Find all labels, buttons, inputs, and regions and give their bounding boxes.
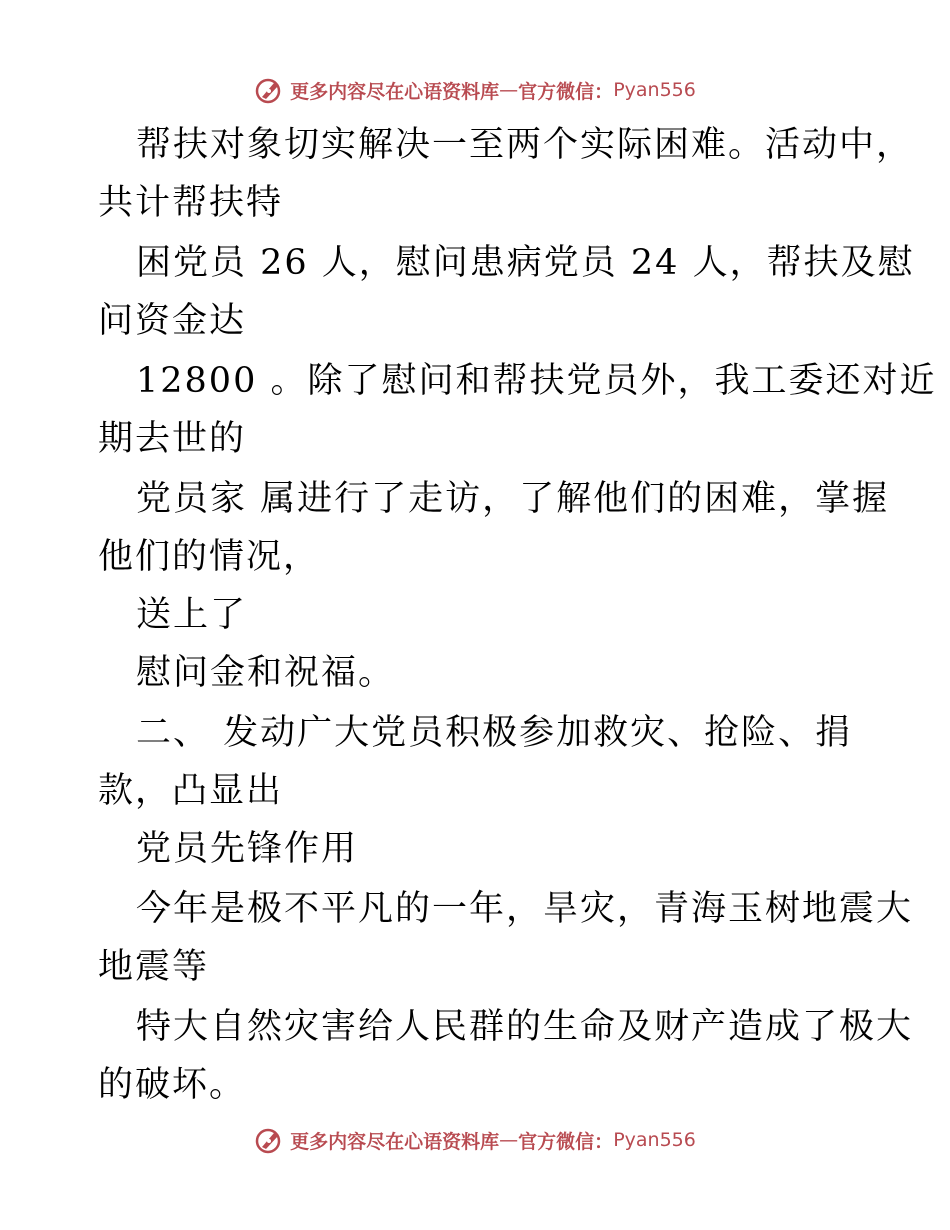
banner-dash: —: [499, 79, 519, 101]
header-watermark-banner: [0, 72, 950, 108]
body-line: 困党员 26 人，慰问患病党员 24 人，帮扶及慰: [136, 243, 915, 283]
body-line: 党员先锋作用: [136, 829, 359, 869]
body-line: 12800 。除了慰问和帮扶党员外，我工委还对近: [136, 361, 937, 401]
banner-wechat-id: Pyan556: [613, 1129, 696, 1151]
footer-watermark-banner: [0, 1122, 950, 1158]
body-line: 特大自然灾害给人民群的生命及财产造成了极大: [136, 1007, 914, 1047]
body-line: 他们的情况，: [98, 537, 321, 577]
body-line: 的破坏。: [98, 1065, 247, 1105]
body-line: 款，凸显出: [98, 771, 284, 811]
body-line: 地震等: [98, 947, 210, 987]
body-line: 慰问金和祝福。: [136, 653, 396, 693]
body-line: 问资金达: [98, 301, 247, 341]
banner-wechat-label: 官方微信：: [518, 1130, 614, 1153]
banner-main-text: 更多内容尽在心语资料库: [290, 1130, 500, 1153]
body-line: 期去世的: [98, 419, 247, 459]
body-line: 二、 发动广大党员积极参加救灾、抢险、捐: [136, 713, 853, 753]
banner-dash: —: [499, 1129, 519, 1151]
body-line: 党员家 属进行了走访，了解他们的困难，掌握: [136, 479, 890, 519]
banner-main-text: 更多内容尽在心语资料库: [290, 80, 500, 103]
pen-nib-circle-icon: [254, 1125, 284, 1155]
body-line: 共计帮扶特: [98, 183, 284, 223]
pen-nib-circle-icon: [254, 75, 284, 105]
body-line: 今年是极不平凡的一年，旱灾，青海玉树地震大: [136, 889, 914, 929]
body-line: 送上了: [136, 595, 248, 635]
banner-wechat-id: Pyan556: [613, 79, 696, 101]
banner-wechat-label: 官方微信：: [518, 80, 614, 103]
body-line: 帮扶对象切实解决一至两个实际困难。活动中，: [136, 125, 914, 165]
